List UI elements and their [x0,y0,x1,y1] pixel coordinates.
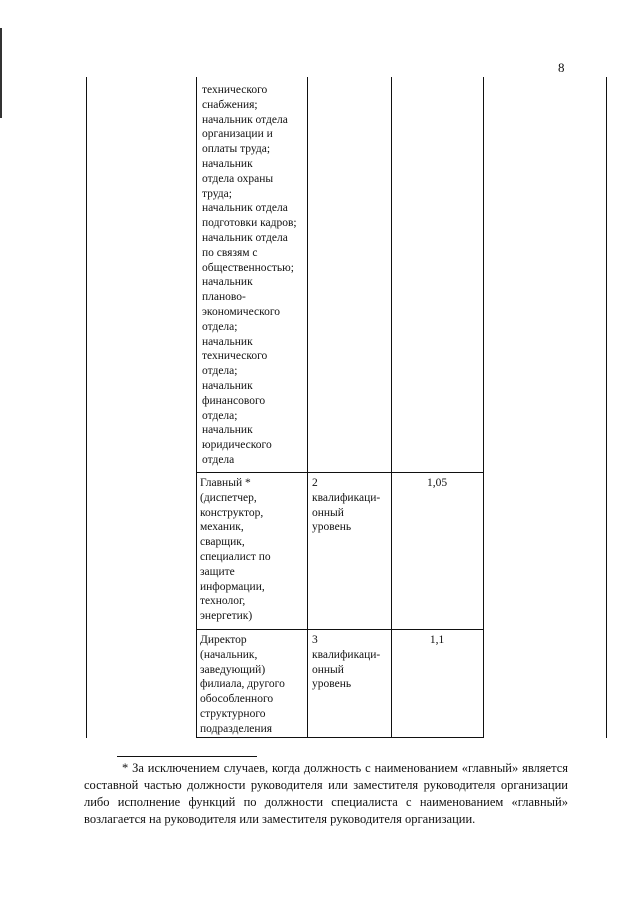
table-divider-1 [196,77,197,738]
table-border-left [86,77,87,738]
table-row-level: 3 квалификаци- онный уровень [312,634,381,691]
row-separator-2 [196,629,484,630]
footnote-text: * За исключением случаев, когда должность с наименованием «главный» является составной частью должности руководителя или заместителя руководителя организации либо исполнение функций по должности специалиста с наименованием «главный» возлагается на руководителя или заместителя руководителя организации. [84,761,568,826]
footnote-divider [117,756,257,757]
table-border-right [606,77,607,738]
qualification-table [86,77,607,738]
table-row-level: 2 квалификаци- онный уровень [312,477,381,534]
table-row-coefficient: 1,1 [429,634,445,646]
table-row-position: Главный * (диспетчер, конструктор, механик, сварщик, специалист по защите информации, технолог, энергетик) [200,477,271,623]
continued-position-list: технического снабжения; начальник отдела организации и оплаты труда; начальник отдела охраны труда; начальник отдела подготовки кадров; начальник отдела по связям с общественностью; начальник планово- экономического отдела; начальник технического отдела; начальник финансового отдела; начальник юридического отдела [202,84,297,466]
page-number: 8 [558,60,565,75]
row-separator-3 [196,737,484,738]
table-divider-4 [483,77,484,738]
table-row-position: Директор (начальник, заведующий) филиала, другого обособленного структурного подразделения [200,634,285,735]
row-separator-1 [196,472,484,473]
scan-edge-mark [0,28,2,118]
table-divider-2 [307,77,308,738]
table-row-coefficient: 1,05 [426,477,448,489]
